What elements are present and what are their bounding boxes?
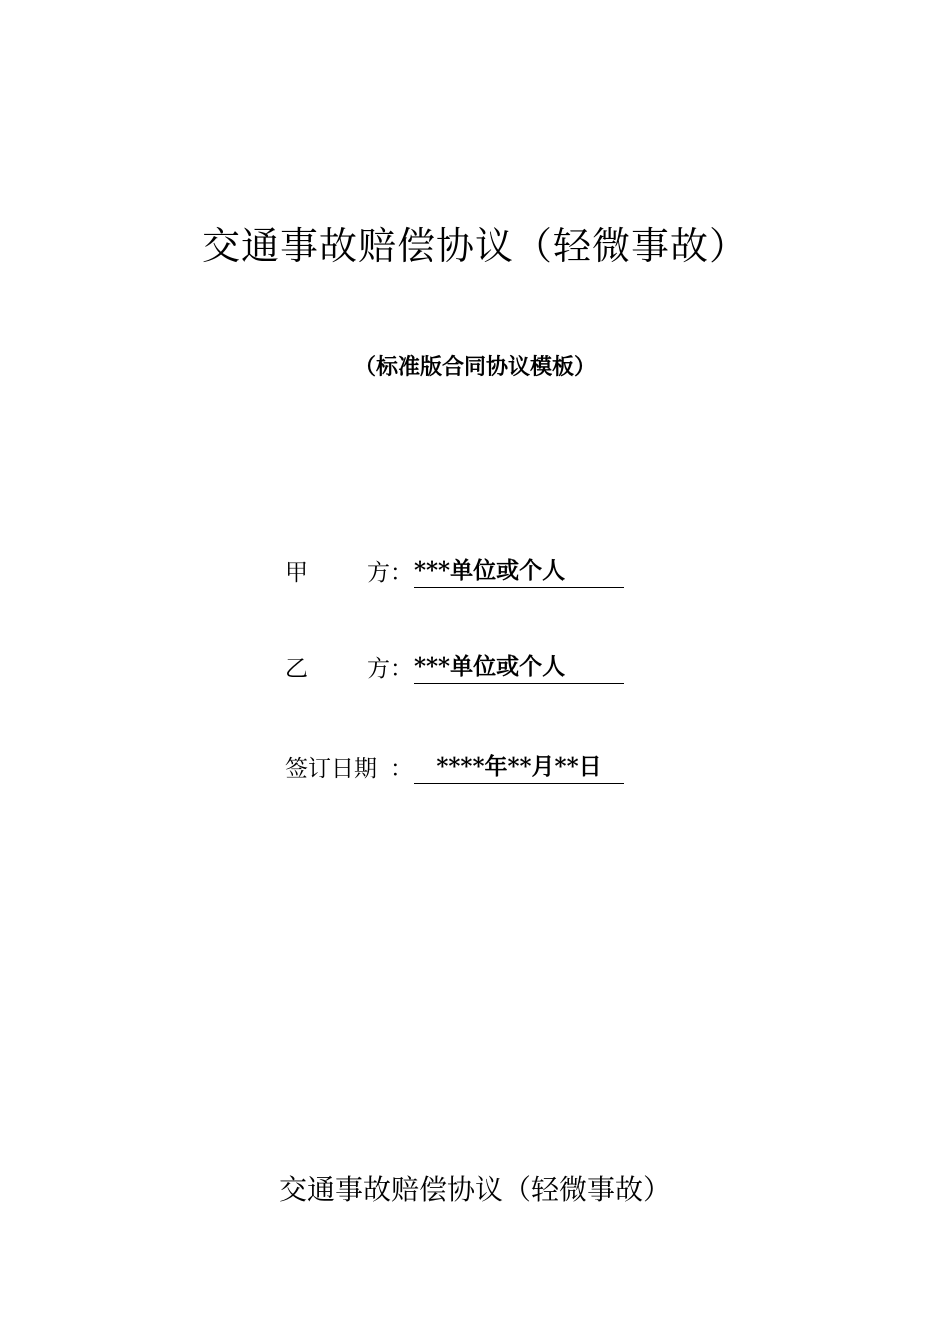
party-a-label-first: 甲 bbox=[285, 560, 308, 586]
party-a-label-last: 方 bbox=[367, 560, 390, 586]
party-b-colon: ： bbox=[390, 656, 413, 682]
party-b-label-first: 乙 bbox=[285, 656, 308, 682]
signing-date-colon: ： bbox=[390, 756, 413, 782]
signing-date-label: 签订日期 bbox=[285, 756, 377, 782]
party-a-colon: ： bbox=[390, 560, 413, 586]
party-b-row bbox=[285, 650, 624, 684]
party-a-label bbox=[285, 558, 390, 588]
document-subtitle: （标准版合同协议模板） bbox=[353, 354, 596, 380]
document-title: 交通事故赔偿协议（轻微事故） bbox=[201, 224, 748, 268]
footer-title: 交通事故赔偿协议（轻微事故） bbox=[278, 1173, 671, 1206]
party-a-row bbox=[285, 554, 624, 588]
party-b-label bbox=[285, 654, 390, 684]
signing-date-value: ****年**月**日 bbox=[414, 752, 624, 784]
party-a-value: ***单位或个人 bbox=[414, 556, 624, 588]
party-b-label-last: 方 bbox=[367, 656, 390, 682]
signing-date-row bbox=[285, 750, 624, 784]
party-b-value: ***单位或个人 bbox=[414, 652, 624, 684]
